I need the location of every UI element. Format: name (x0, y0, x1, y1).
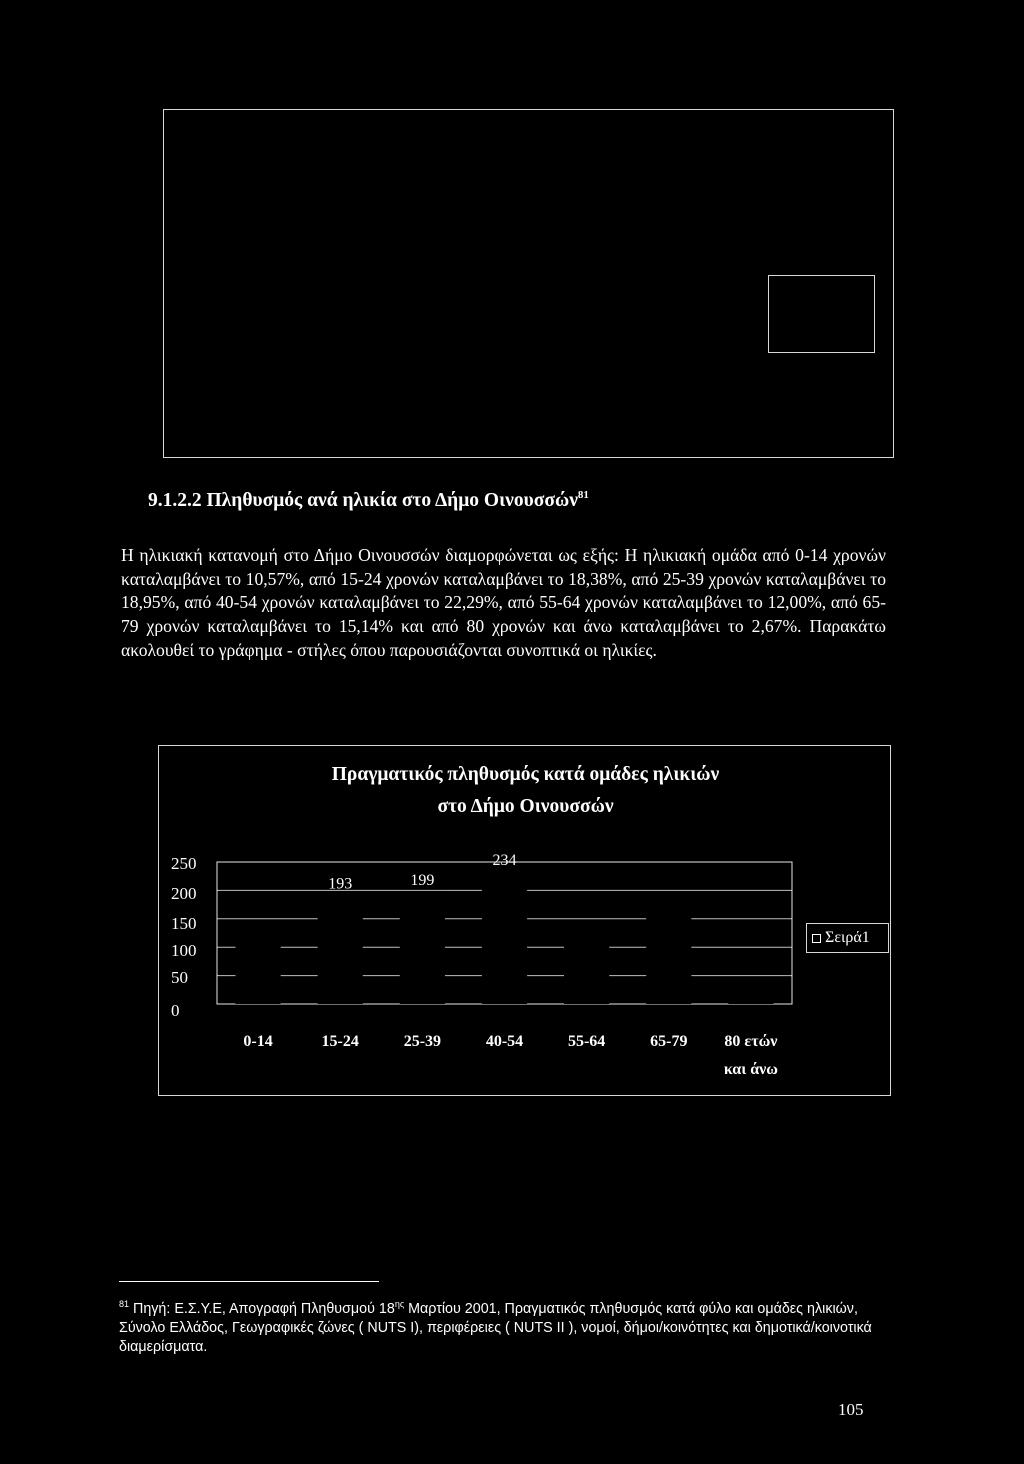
chart-legend (806, 923, 889, 953)
x-tick-label: 40-54 (485, 1033, 524, 1050)
data-label: 193 (328, 875, 353, 893)
x-tick-label: 15-24 (321, 1033, 359, 1050)
x-tick-label: 65-79 (650, 1033, 688, 1050)
y-tick-label: 200 (171, 884, 197, 903)
y-tick-label: 150 (171, 914, 197, 933)
footnote-number: 81 (119, 1299, 130, 1309)
bar (318, 894, 363, 1004)
footnote-divider (119, 1281, 379, 1282)
y-tick-label: 250 (171, 854, 197, 873)
body-paragraph: Η ηλικιακή κατανομή στο Δήμο Οινουσσών διαμορφώνεται ως εξής: Η ηλικιακή ομάδα από 0-14 χρονών καταλαμβάνει το 10,57%, από 15-24 χρονών καταλαμβάνει το 18,38%, από 25-39 χρονών καταλαμβάνει το 18,95%, από 40-54 χρονών καταλαμβάνει το 22,29%, από 55-64 χρονών καταλαμβάνει το 12,00%, από 65-79 χρονών καταλαμβάνει το 15,14% και από 80 χρονών και άνω καταλαμβάνει το 2,67%. Παρακάτω ακολουθεί το γράφημα - στήλες όπου παρουσιάζονται συνοπτικά οι ηλικίες. (121, 545, 886, 660)
footnote (119, 1295, 879, 1357)
legend-swatch-icon (812, 934, 821, 943)
footnote-reference[interactable]: 81 (577, 489, 589, 501)
chart-title-line-2: στο Δήμο Οινουσσών (437, 796, 614, 817)
legend-label: Σειρά1 (825, 929, 870, 946)
data-label: 199 (410, 871, 435, 889)
y-tick-label: 50 (171, 968, 188, 987)
section-heading (148, 489, 589, 512)
footnote-ordinal-suffix: ης (394, 1299, 405, 1309)
y-tick-label: 0 (171, 1001, 180, 1020)
footnote-text-end: Μαρτίου 2001, Πραγματικός πληθυσμός κατά φύλο και ομάδες ηλικιών, Σύνολο Ελλάδος, Γεωγραφικές ζώνες ( NUTS I), περιφέρειες ( NUTS II ), νομοί, δήμοι/κοινότητες και δημοτικά/κοινοτικά διαμερίσματα. (119, 1301, 872, 1355)
x-tick-label: 55-64 (567, 1033, 606, 1050)
x-tick-label: και άνω (723, 1061, 778, 1078)
x-tick-label: 0-14 (243, 1033, 273, 1050)
bar (482, 871, 527, 1004)
section-heading-text: 9.1.2.2 Πληθυσμός ανά ηλικία στο Δήμο Οινουσσών (148, 490, 578, 511)
bar (400, 891, 445, 1004)
x-tick-label: 25-39 (403, 1033, 442, 1050)
y-tick-label: 100 (171, 941, 197, 960)
bar (564, 932, 609, 1004)
bar (646, 914, 691, 1004)
page-number: 105 (838, 1400, 864, 1419)
data-label: 234 (492, 852, 517, 870)
bar-chart (159, 746, 892, 1097)
footnote-text-start: Πηγή: Ε.Σ.Υ.Ε, Απογραφή Πληθυσμού 18 (133, 1301, 395, 1317)
bar (728, 988, 773, 1004)
chart-container (158, 745, 891, 1096)
bar (235, 941, 280, 1004)
x-tick-label: 80 ετών (724, 1033, 778, 1050)
image-inset-frame (768, 275, 875, 353)
chart-title-line-1: Πραγματικός πληθυσμός κατά ομάδες ηλικιών (331, 764, 720, 785)
